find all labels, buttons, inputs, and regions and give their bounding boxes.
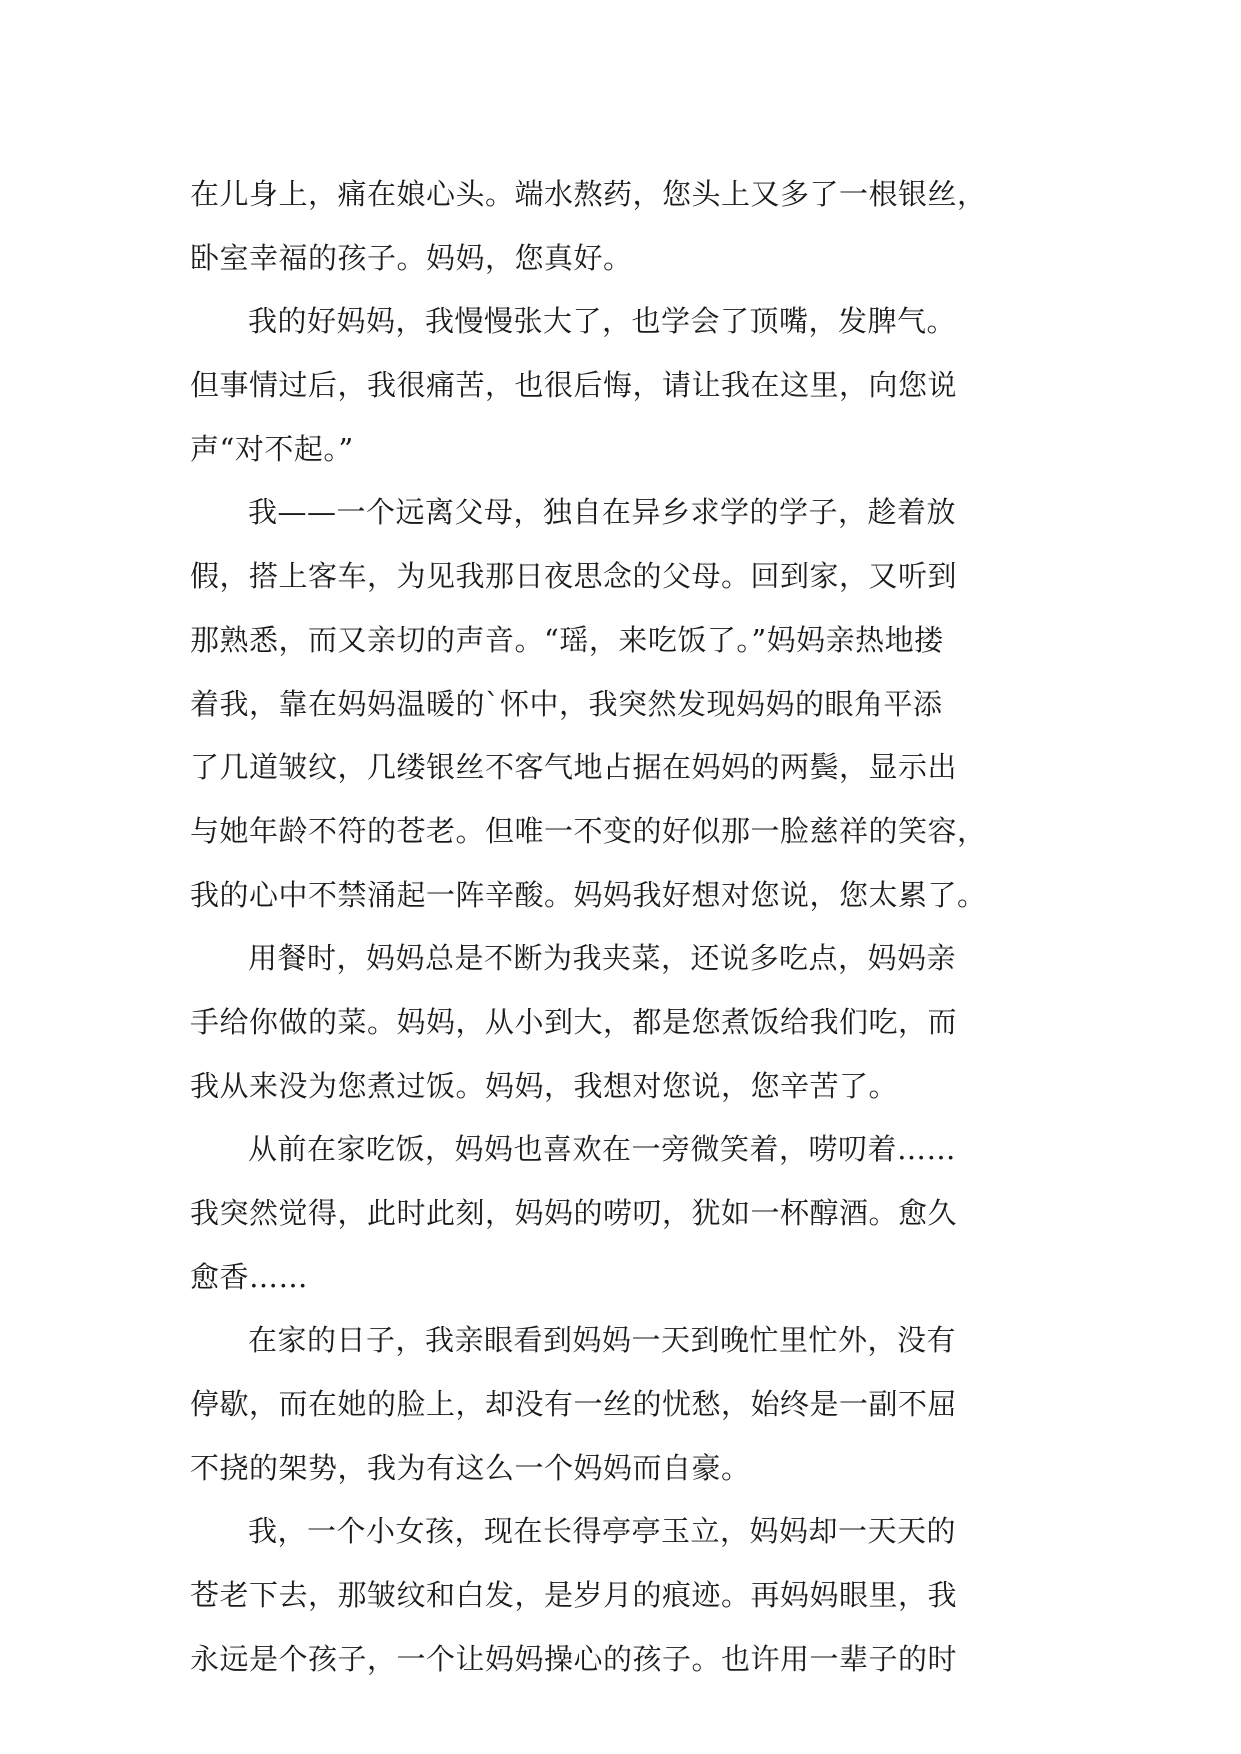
text-line: 与她年龄不符的苍老。但唯一不变的好似那一脸慈祥的笑容， bbox=[190, 813, 987, 848]
text-line: 着我，靠在妈妈温暖的`怀中，我突然发现妈妈的眼角平添 bbox=[190, 686, 943, 721]
body-text bbox=[190, 163, 1062, 1692]
text-line: 用餐时，妈妈总是不断为我夹菜，还说多吃点，妈妈亲 bbox=[248, 941, 957, 976]
text-line: 我从来没为您煮过饭。妈妈，我想对您说，您辛苦了。 bbox=[190, 1068, 899, 1103]
text-line: 假，搭上客车，为见我那日夜思念的父母。回到家，又听到 bbox=[190, 559, 958, 594]
text-line: 永远是个孩子，一个让妈妈操心的孩子。也许用一辈子的时 bbox=[190, 1641, 958, 1676]
text-line: 在家的日子，我亲眼看到妈妈一天到晚忙里忙外，没有 bbox=[248, 1323, 957, 1358]
text-line: 但事情过后，我很痛苦，也很后悔，请让我在这里，向您说 bbox=[190, 368, 958, 403]
text-line: 了几道皱纹，几缕银丝不客气地占据在妈妈的两鬓，显示出 bbox=[190, 750, 958, 785]
text-line: 声“对不起。” bbox=[190, 431, 354, 466]
text-line: 卧室幸福的孩子。妈妈，您真好。 bbox=[190, 240, 633, 275]
text-line: 我的心中不禁涌起一阵辛酸。妈妈我好想对您说，您太累了。 bbox=[190, 877, 987, 912]
text-line: 苍老下去，那皱纹和白发，是岁月的痕迹。再妈妈眼里，我 bbox=[190, 1578, 958, 1613]
text-line: 我的好妈妈，我慢慢张大了，也学会了顶嘴，发脾气。 bbox=[248, 304, 957, 339]
text-line: 在儿身上，痛在娘心头。端水熬药，您头上又多了一根银丝， bbox=[190, 177, 987, 211]
text-line: 手给你做的菜。妈妈，从小到大，都是您煮饭给我们吃，而 bbox=[190, 1004, 958, 1039]
text-line: 我，一个小女孩，现在长得亭亭玉立，妈妈却一天天的 bbox=[248, 1514, 957, 1549]
text-line: 我突然觉得，此时此刻，妈妈的唠叨，犹如一杯醇酒。愈久 bbox=[190, 1196, 958, 1230]
text-line: 不挠的架势，我为有这么一个妈妈而自豪。 bbox=[190, 1450, 751, 1485]
text-line: 我——一个远离父母，独自在异乡求学的学子，趁着放 bbox=[248, 495, 957, 530]
text-line: 从前在家吃饭，妈妈也喜欢在一旁微笑着，唠叨着…… bbox=[248, 1132, 957, 1167]
text-line: 那熟悉，而又亲切的声音。“瑶，来吃饭了。”妈妈亲热地搂 bbox=[190, 622, 944, 657]
text-line: 愈香…… bbox=[190, 1259, 309, 1294]
text-line: 停歇，而在她的脸上，却没有一丝的忧愁，始终是一副不屈 bbox=[190, 1387, 958, 1422]
